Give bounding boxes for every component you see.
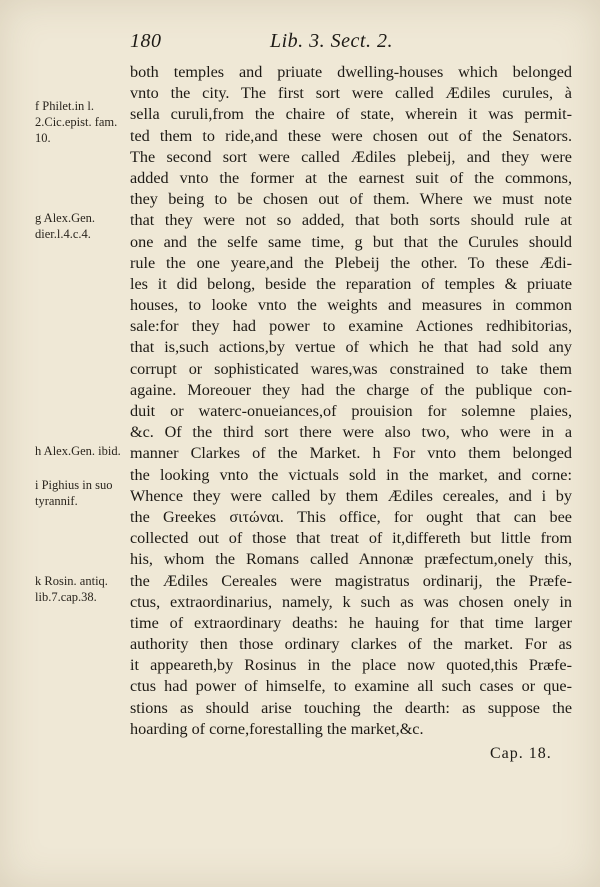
text-line: it appeareth,by Rosinus in the place now quoted,this Præfe- <box>130 656 572 675</box>
margin-note: f Philet.in l. 2.Cic.epist. fam. 10. <box>35 99 118 145</box>
text-line: hoarding of corne,forestalling the market,&c. <box>130 719 424 738</box>
text-line: againe. Moreouer they had the charge of the publique con- <box>130 380 572 399</box>
text-line: ctus, extraordinarius, namely, k such as was chosen onely in <box>130 592 572 611</box>
text-line: stions as should arise touching the dearth: as suppose the <box>130 698 572 717</box>
running-head: Lib. 3. Sect. 2. <box>270 30 393 52</box>
text-line: Whence they were called by them Ædiles cereales, and i by <box>130 486 572 505</box>
text-line: corrupt or sophisticated wares,was constrained to take them <box>130 359 572 378</box>
text-line: his, whom the Romans called Annonæ præfectum,onely this, <box>130 550 572 569</box>
text-line: houses, to looke vnto the weights and measures in common <box>130 296 572 315</box>
margin-note: h Alex.Gen. ibid. <box>35 444 121 458</box>
text-line: The second sort were called Ædiles plebeij, and they were <box>130 147 572 166</box>
text-line: that they were not so added, that both sorts should rule at <box>130 211 572 230</box>
body-text <box>130 62 572 740</box>
text-line: ctus had power of himselfe, to examine all such cases or que- <box>130 677 572 696</box>
text-line: time of extraordinary deaths: he hauing for that time larger <box>130 613 572 632</box>
page-number: 180 <box>130 30 162 52</box>
text-line: &c. Of the third sort there were also two, who were in a <box>130 423 572 442</box>
text-line: sale:for they had power to examine Actiones redhibitorias, <box>130 317 572 336</box>
text-line: duit or waterc-onueiances,of prouision for solemne plaies, <box>130 402 572 420</box>
text-line: authority then those ordinary clarkes of the market. For as <box>130 635 572 654</box>
text-line: added vnto the former at the earnest suit of the commons, <box>130 168 572 187</box>
text-line: les it did belong, beside the reparation of temples & priuate <box>130 274 572 293</box>
text-line: ted them to ride,and these were chosen out of the Senators. <box>130 126 572 145</box>
text-line: manner Clarkes of the Market. h For vnto them belonged <box>130 444 572 463</box>
text-line: sella curuli,from the chaire of state, wherein it was permit- <box>130 105 572 124</box>
margin-note: k Rosin. antiq. lib.7.cap.38. <box>35 574 108 604</box>
margin-note: g Alex.Gen. dier.l.4.c.4. <box>35 211 96 241</box>
text-line: rule the one yeare,and the Plebeij the other. To these Ædi- <box>130 253 572 272</box>
text-line: collected out of those that treat of it,differeth but little from <box>130 529 572 548</box>
text-line: vnto the city. The first sort were called Ædiles curules, à <box>130 84 572 103</box>
catchword: Cap. 18. <box>490 745 552 762</box>
text-line: both temples and priuate dwelling-houses which belonged <box>130 63 572 81</box>
text-line: that is,such actions,by vertue of which he that had sold any <box>130 338 572 357</box>
text-line: the Greekes σιτώναι. This office, for ought that can bee <box>130 507 572 526</box>
text-line: the looking vnto the victuals sold in the market, and corne: <box>130 465 572 484</box>
text-line: the Ædiles Cereales were magistratus ordinarij, the Præfe- <box>130 571 572 590</box>
text-line: one and the selfe same time, g but that the Curules should <box>130 232 572 251</box>
margin-note: i Pighius in suo tyrannif. <box>35 478 113 508</box>
text-line: they being to be chosen out of them. Where we must note <box>130 190 572 209</box>
